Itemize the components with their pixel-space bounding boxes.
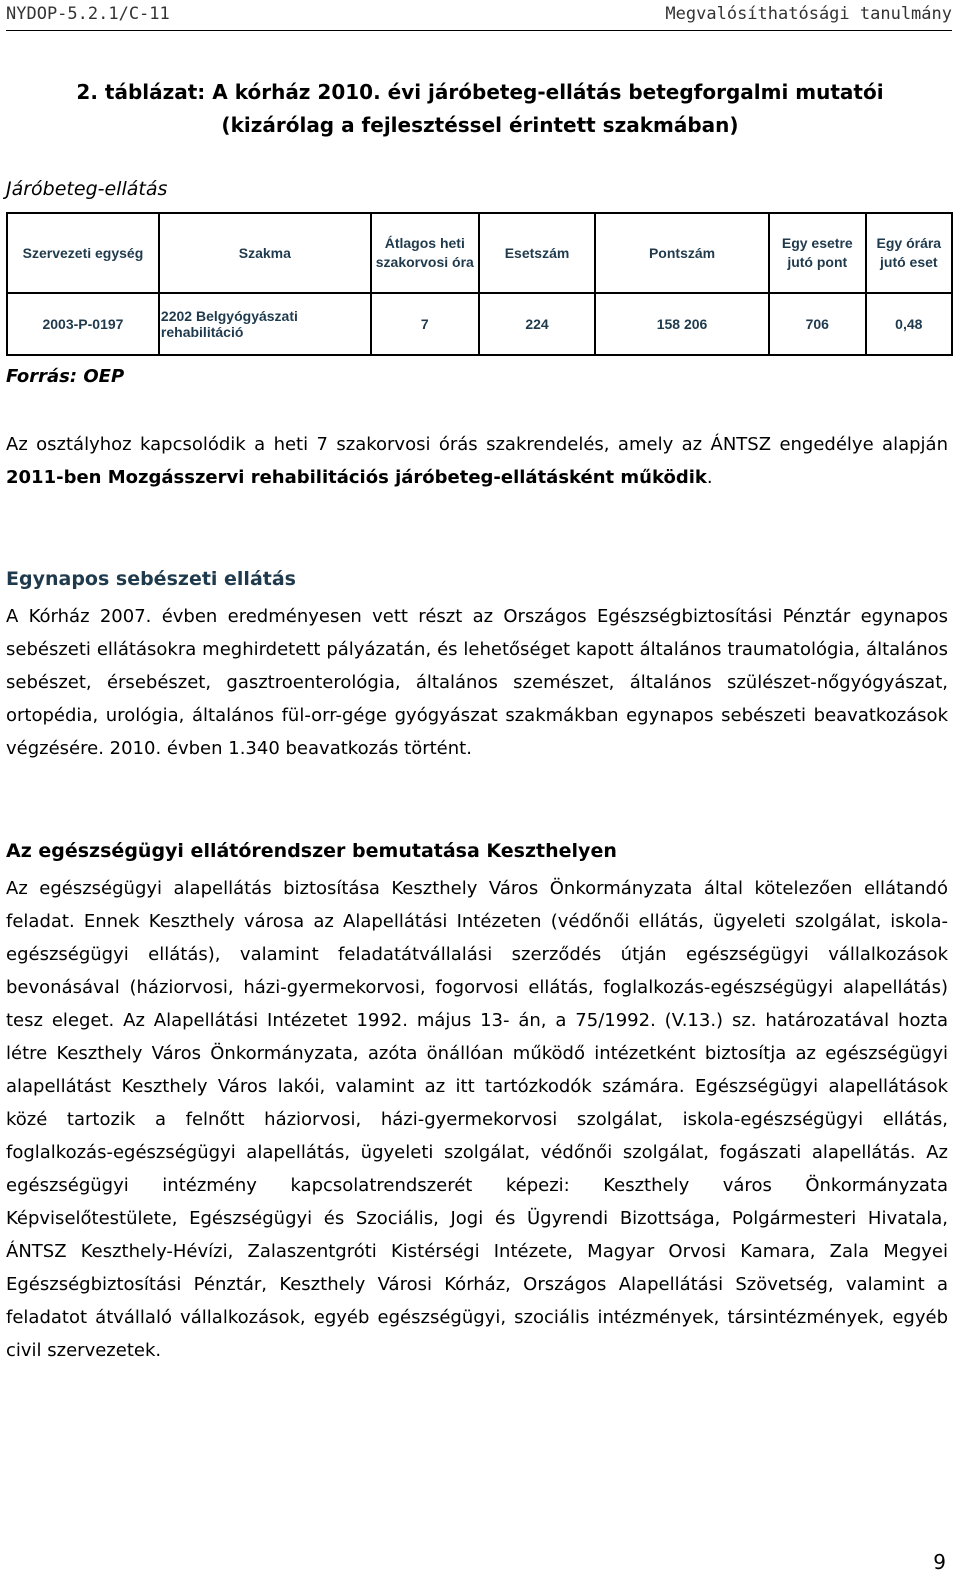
header-unit: Szervezeti egység (7, 213, 159, 293)
paragraph-healthcare-system: Az egészségügyi alapellátás biztosítása Keszthely Város Önkormányzata által kötelezően ellátandó feladat. Ennek Keszthely városa az Alapellátási Intézeten (védőnői ellátás, ügyeleti szolgálat, iskola-egészségügyi ellátás), valamint feladatátvállalási szerződés útján egészségügyi vállalkozások bevonásával (háziorvosi, házi-gyermekorvosi, fogorvosi ellátás, foglalkozás-egészségügyi alapellátás) tesz eleget. Az Alapellátási Intézetet 1992. május 13- án, a 75/1992. (V.13.) sz. határozatával hozta létre Keszthely Város Önkormányzata, azóta önállóan működő intézetként biztosítja az egészségügyi alapellátást Keszthely Város lakói, valamint az itt tartózkodók számára. Egészségügyi alapellátások közé tartozik a felnőtt háziorvosi, házi-gyermekorvosi szolgálat, iskola-egészségügyi ellátás, foglalkozás-egészségügyi alapellátás, ügyeleti szolgálat, védőnői szolgálat, fogászati alapellátás. Az egészségügyi intézmény kapcsolatrendszerét képezi: Keszthely város Önkormányzata Képviselőtestülete, Egészségügyi és Szociális, Jogi és Ügyrendi Bizottsága, Polgármesteri Hivatala, ÁNTSZ Keszthely-Hévízi, Zalaszentgróti Kistérségi Intézete, Magyar Orvosi Kamara, Zala Megyei Egészségbiztosítási Pénztár, Keszthely Városi Kórház, Országos Alapellátási Szövetség, valamint a feladatot átvállaló vállalkozások, egyéb egészségügyi, szociális intézmények, társintézmények, egyéb civil szervezetek. (6, 878, 948, 1361)
cell-weekly-hours: 7 (371, 293, 479, 355)
header-weekly-hours: Átlagos heti szakorvosi óra (371, 213, 479, 293)
header-specialty: Szakma (159, 213, 371, 293)
header-points: Pontszám (595, 213, 769, 293)
cell-points: 158 206 (595, 293, 769, 355)
paragraph-rehab (6, 428, 948, 494)
section-label: Járóbeteg-ellátás (6, 178, 168, 200)
table-title-line2: (kizárólag a fejlesztéssel érintett szakmában) (221, 113, 739, 137)
cell-unit: 2003-P-0197 (7, 293, 159, 355)
page-number: 9 (933, 1550, 946, 1574)
table-header-row (7, 213, 952, 293)
header-cases: Esetszám (479, 213, 595, 293)
table-title-line1: 2. táblázat: A kórház 2010. évi járóbeteg-ellátás betegforgalmi mutatói (76, 80, 884, 104)
subheading-day-surgery: Egynapos sebészeti ellátás (6, 568, 296, 590)
document-type: Megvalósíthatósági tanulmány (665, 4, 952, 24)
cell-cases-per-hour: 0,48 (866, 293, 952, 355)
paragraph-rehab-end: . (706, 467, 713, 488)
cell-specialty (159, 293, 371, 355)
table-source: Forrás: OEP (6, 366, 125, 387)
cell-points-per-case: 706 (769, 293, 866, 355)
header-points-per-case: Egy esetre jutó pont (769, 213, 866, 293)
paragraph-rehab-text: Az osztályhoz kapcsolódik a heti 7 szakorvosi órás szakrendelés, amely az ÁNTSZ engedélye alapján (6, 434, 948, 455)
header-cases-per-hour: Egy órára jutó eset (866, 213, 952, 293)
cell-specialty-code: 2202 (160, 308, 193, 324)
table-row (7, 293, 952, 355)
cell-cases: 224 (479, 293, 595, 355)
paragraph-rehab-bold: 2011-ben Mozgásszervi rehabilitációs járóbeteg-ellátásként működik (6, 467, 707, 488)
document-code: NYDOP-5.2.1/C-11 (6, 4, 170, 24)
table-title (0, 76, 960, 142)
subheading-healthcare-system: Az egészségügyi ellátórendszer bemutatása Keszthelyen (6, 840, 617, 862)
outpatient-stats-table (6, 212, 953, 356)
paragraph-day-surgery: A Kórház 2007. évben eredményesen vett részt az Országos Egészségbiztosítási Pénztár egynapos sebészeti ellátásokra meghirdetett pályázatán, és lehetőséget kapott általános traumatológia, általános sebészet, érsebészet, gasztroenterológia, általános szemészet, általános szülészet-nőgyógyászat, ortopédia, urológia, általános fül-orr-gége gyógyászat szakmákban egynapos sebészeti beavatkozások végzésére. 2010. évben 1.340 beavatkozás történt. (6, 606, 948, 759)
cell-specialty-name: Belgyógyászati rehabilitáció (160, 308, 298, 340)
page-header (6, 2, 952, 31)
